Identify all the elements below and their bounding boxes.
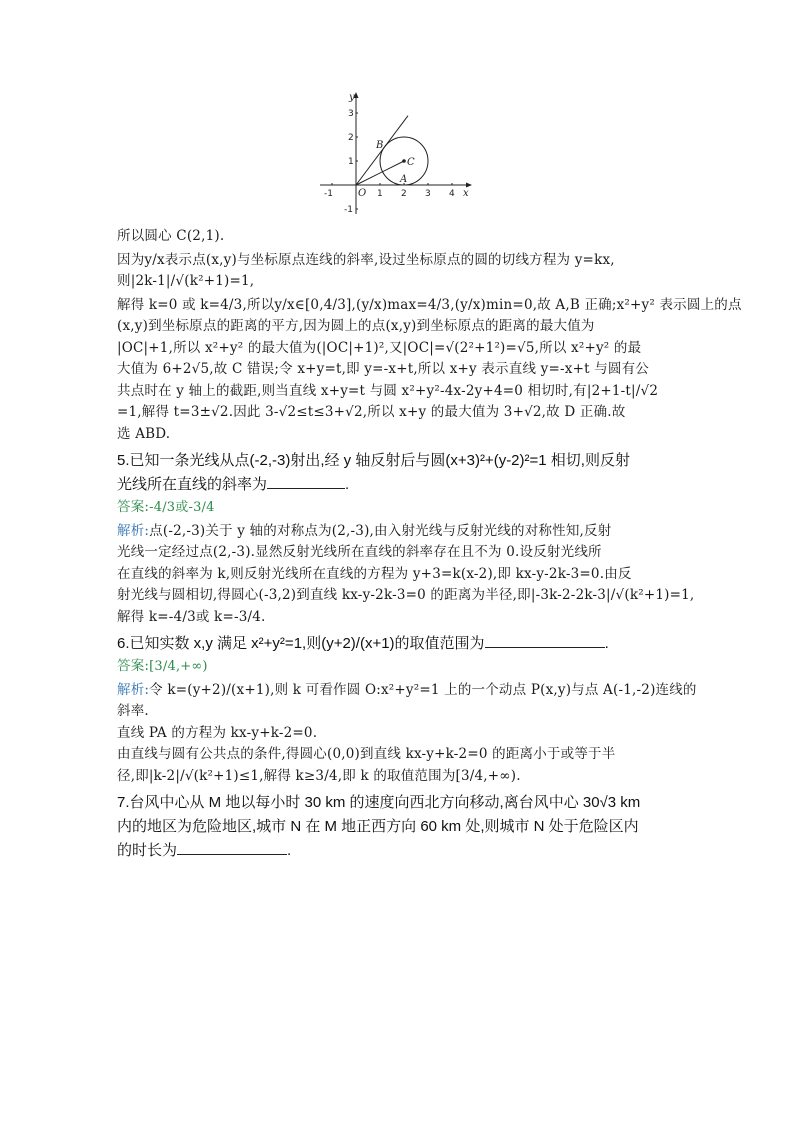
origin-label: O (358, 188, 367, 199)
y-tick-neg1: -1 (344, 205, 353, 215)
answer-blank (485, 633, 605, 648)
explanation-label: 解析: (117, 681, 150, 698)
question-7-line: 7.台风中心从 M 地以每小时 30 km 的速度向西北方向移动,离台风中心 30√3 km (117, 794, 641, 811)
question-7-line: 的时长为 . (117, 842, 292, 859)
text-line: =1,解得 t=3±√2.因此 3-√2≤t≤3+√2,所以 x+y 的最大值为 3+√2,故 D 正确.故 (117, 404, 626, 420)
answer-label: 答案: (117, 658, 150, 674)
coordinate-figure (316, 90, 476, 220)
point-c-label: C (407, 157, 415, 168)
x-axis-label: x (463, 188, 469, 199)
x-tick-3: 3 (425, 189, 431, 199)
question-5-line: 光线所在直线的斜率为 . (117, 476, 350, 493)
point-b-label: B (376, 140, 384, 151)
question-text: 光线所在直线的斜率为 (117, 476, 268, 493)
text-line: 所以圆心 C(2,1). (117, 228, 225, 244)
point-a-label: A (400, 174, 408, 185)
explanation-line (117, 521, 677, 543)
question-7-line: 内的地区为危险地区,城市 N 在 M 地正西方向 60 km 处,则城市 N 处于危险区内 (117, 818, 639, 835)
document-body (117, 226, 742, 863)
text-line: 大值为 6+2√5,故 C 错误;令 x+y=t,即 y=-x+t,所以 x+y 表示直线 y=-x+t 与圆有公 (117, 361, 649, 377)
answer-value: [3/4,+∞) (149, 659, 208, 674)
y-tick-2: 2 (348, 133, 354, 143)
text-line: 则|2k-1|/√(k²+1)=1, (117, 273, 255, 289)
answer-label: 答案: (117, 499, 150, 515)
answer-blank (177, 840, 287, 855)
y-axis-label: y (349, 92, 355, 103)
text-line: 共点时在 y 轴上的截距,则当直线 x+y=t 与圆 x²+y²-4x-2y+4=0 相切时,有|2+1-t|/√2 (117, 382, 659, 399)
x-tick-2: 2 (401, 189, 407, 199)
explanation-line: 射光线与圆相切,得圆心(-3,2)到直线 kx-y-2k-3=0 的距离为半径,即|-3k-2-2k-3|/√(k²+1)=1, (117, 587, 695, 603)
explanation-line: 在直线的斜率为 k,则反射光线所在直线的方程为 y+3=k(x-2),即 kx-y-2k-3=0.由反 (117, 565, 632, 582)
x-tick-4: 4 (449, 189, 455, 199)
explanation-line: 由直线与圆有公共点的条件,得圆心(0,0)到直线 kx-y+k-2=0 的距离小于或等于半 (117, 746, 616, 762)
text-line: (x,y)到坐标原点的距离的平方,因为圆上的点(x,y)到坐标原点的距离的最大值为 (117, 318, 595, 334)
explanation-text: 点(-2,-3)关于 y 轴的对称点为(2,-3),由入射光线与反射光线的对称性知,反射 (149, 522, 612, 539)
y-tick-1: 1 (348, 157, 354, 167)
question-text: 的时长为 (117, 842, 178, 859)
explanation-line: 斜率. (117, 703, 149, 719)
text-line: 因为y/x表示点(x,y)与坐标原点连线的斜率,设过坐标原点的圆的切线方程为 y=kx, (117, 251, 615, 268)
text-line: |OC|+1,所以 x²+y² 的最大值为(|OC|+1)²,又|OC|=√(2²+1²)=√5,所以 x²+y² 的最 (117, 339, 642, 356)
answer-blank (267, 474, 345, 489)
y-tick-3: 3 (348, 109, 354, 119)
text-line: 选 ABD. (117, 425, 171, 442)
x-tick-1: 1 (377, 189, 383, 199)
question-6-line: 6.已知实数 x,y 满足 x²+y²=1,则(y+2)/(x+1)的取值范围为 . (117, 635, 609, 652)
x-tick-neg1: -1 (324, 189, 333, 199)
explanation-line: 径,即|k-2|/√(k²+1)≤1,解得 k≥3/4,即 k 的取值范围为[3/4,+∞). (117, 767, 521, 784)
explanation-line: 解得 k=-4/3或 k=-3/4. (117, 608, 266, 625)
explanation-text: 令 k=(y+2)/(x+1),则 k 可看作圆 O:x²+y²=1 上的一个动点 P(x,y)与点 A(-1,-2)连线的 (149, 681, 697, 698)
question-text: 6.已知实数 x,y 满足 x²+y²=1,则(y+2)/(x+1)的取值范围为 (117, 635, 485, 652)
answer-line (117, 497, 677, 519)
circle-tangent-diagram (316, 90, 476, 220)
explanation-line: 光线一定经过点(2,-3).显然反射光线所在直线的斜率存在且不为 0.设反射光线所 (117, 544, 602, 560)
explanation-line (117, 680, 697, 702)
explanation-label: 解析: (117, 522, 150, 539)
explanation-line: 直线 PA 的方程为 kx-y+k-2=0. (117, 724, 318, 741)
x-axis-arrow (466, 183, 472, 188)
question-5-line: 5.已知一条光线从点(-2,-3)射出,经 y 轴反射后与圆(x+3)²+(y-2)²=1 相切,则反射 (117, 452, 630, 469)
text-line: 解得 k=0 或 k=4/3,所以y/x∈[0,4/3],(y/x)max=4/3,(y/x)min=0,故 A,B 正确;x²+y² 表示圆上的点 (117, 296, 742, 313)
answer-value: -4/3或-3/4 (149, 500, 215, 515)
answer-line (117, 656, 677, 678)
